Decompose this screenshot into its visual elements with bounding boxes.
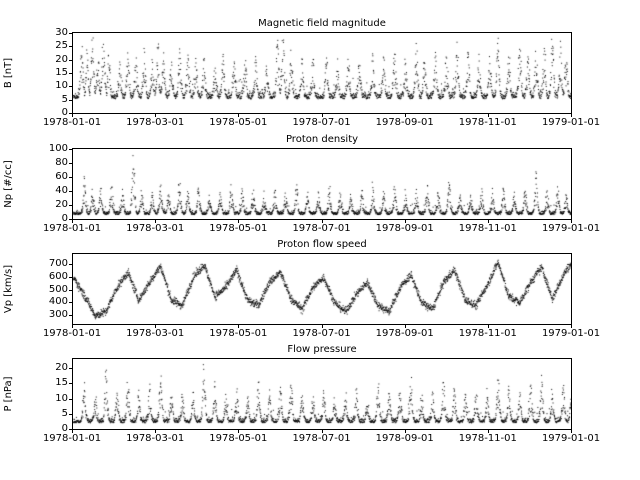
y-tick-label: 300 — [48, 309, 68, 321]
x-tick-mark — [488, 114, 489, 117]
x-tick-label: 1978-11-01 — [458, 223, 517, 234]
x-tick-mark — [238, 325, 239, 328]
y-tick-mark — [69, 205, 72, 206]
x-tick-label: 1978-09-01 — [375, 117, 434, 128]
x-tick-label: 1978-11-01 — [458, 433, 517, 444]
y-tick-mark — [69, 277, 72, 278]
x-tick-mark — [405, 325, 406, 328]
y-axis-label-2: Vp [km/s] — [3, 264, 14, 314]
x-tick-label: 1979-01-01 — [541, 328, 601, 339]
x-tick-mark — [488, 220, 489, 223]
y-tick-mark — [69, 100, 72, 101]
data-points-0 — [73, 33, 571, 113]
x-tick-label: 1978-05-01 — [209, 433, 268, 444]
y-tick-mark — [69, 302, 72, 303]
y-tick-label: 600 — [48, 270, 68, 282]
y-tick-mark — [69, 368, 72, 369]
x-tick-mark — [72, 325, 73, 328]
panel-title-0: Magnetic field magnitude — [258, 18, 386, 29]
y-tick-label: 500 — [48, 283, 68, 295]
x-tick-label: 1978-07-01 — [292, 328, 351, 339]
x-tick-mark — [72, 430, 73, 433]
y-tick-label: 0 — [61, 213, 68, 224]
y-tick-mark — [69, 86, 72, 87]
x-tick-mark — [72, 220, 73, 223]
data-points-3 — [73, 359, 571, 429]
y-tick-mark — [69, 264, 72, 265]
y-tick-label: 60 — [55, 171, 68, 182]
x-tick-mark — [405, 114, 406, 117]
y-tick-label: 20 — [55, 53, 68, 65]
y-tick-mark — [69, 399, 72, 400]
x-tick-mark — [155, 325, 156, 328]
x-tick-mark — [238, 430, 239, 433]
x-tick-mark — [322, 430, 323, 433]
x-tick-mark — [488, 430, 489, 433]
x-tick-label: 1978-11-01 — [458, 328, 517, 339]
y-tick-mark — [69, 177, 72, 178]
y-tick-mark — [69, 315, 72, 316]
y-axis-label-0: B [nT] — [3, 57, 14, 89]
plot-area-1 — [72, 148, 572, 220]
x-tick-label: 1979-01-01 — [541, 433, 601, 444]
panel-title-2: Proton flow speed — [277, 239, 367, 250]
x-tick-label: 1978-05-01 — [209, 328, 268, 339]
x-tick-mark — [571, 325, 572, 328]
x-tick-label: 1978-01-01 — [42, 433, 102, 444]
y-tick-mark — [69, 33, 72, 34]
x-tick-label: 1978-03-01 — [126, 433, 185, 444]
panel-title-1: Proton density — [285, 134, 359, 145]
x-tick-mark — [72, 114, 73, 117]
x-tick-mark — [322, 114, 323, 117]
x-tick-mark — [571, 430, 572, 433]
y-tick-mark — [69, 73, 72, 74]
x-tick-label: 1978-01-01 — [42, 117, 102, 128]
y-tick-label: 100 — [48, 143, 68, 154]
y-tick-mark — [69, 290, 72, 291]
y-tick-label: 10 — [55, 80, 68, 92]
y-tick-label: 40 — [55, 185, 68, 196]
data-points-2 — [73, 254, 571, 324]
x-tick-mark — [488, 325, 489, 328]
x-tick-mark — [405, 430, 406, 433]
plot-area-2 — [72, 253, 572, 325]
x-tick-mark — [238, 220, 239, 223]
y-tick-label: 5 — [61, 407, 68, 419]
y-tick-label: 15 — [55, 67, 68, 78]
y-tick-label: 0 — [61, 423, 68, 434]
x-tick-mark — [405, 220, 406, 223]
y-tick-label: 20 — [55, 199, 68, 210]
x-tick-mark — [571, 114, 572, 117]
x-tick-label: 1978-09-01 — [375, 328, 434, 339]
x-tick-label: 1978-01-01 — [42, 328, 102, 339]
x-tick-label: 1978-05-01 — [209, 117, 268, 128]
y-tick-label: 10 — [55, 392, 68, 404]
y-tick-mark — [69, 163, 72, 164]
x-tick-label: 1978-03-01 — [126, 223, 185, 234]
y-tick-mark — [69, 383, 72, 384]
y-tick-label: 20 — [55, 362, 68, 374]
y-tick-label: 25 — [55, 40, 68, 52]
x-tick-label: 1978-09-01 — [375, 433, 434, 444]
y-tick-label: 30 — [55, 27, 68, 38]
x-tick-mark — [322, 220, 323, 223]
plot-area-3 — [72, 358, 572, 430]
y-tick-label: 400 — [48, 296, 68, 308]
x-tick-mark — [238, 114, 239, 117]
panel-title-3: Flow pressure — [287, 344, 357, 355]
x-tick-label: 1978-03-01 — [126, 328, 185, 339]
x-tick-label: 1978-09-01 — [375, 223, 434, 234]
x-tick-mark — [155, 114, 156, 117]
x-tick-mark — [155, 430, 156, 433]
x-tick-label: 1978-07-01 — [292, 433, 351, 444]
y-tick-mark — [69, 60, 72, 61]
x-tick-label: 1979-01-01 — [541, 223, 601, 234]
y-tick-label: 15 — [55, 377, 68, 389]
x-tick-mark — [571, 220, 572, 223]
y-tick-mark — [69, 414, 72, 415]
y-tick-label: 80 — [55, 157, 68, 168]
y-tick-label: 700 — [48, 258, 68, 270]
y-tick-mark — [69, 46, 72, 47]
x-tick-label: 1978-01-01 — [42, 223, 102, 234]
y-tick-mark — [69, 149, 72, 150]
x-tick-label: 1978-11-01 — [458, 117, 517, 128]
y-axis-label-3: P [nPa] — [3, 376, 14, 412]
x-tick-mark — [155, 220, 156, 223]
y-tick-mark — [69, 191, 72, 192]
x-tick-label: 1978-03-01 — [126, 117, 185, 128]
x-tick-label: 1979-01-01 — [541, 117, 601, 128]
x-tick-mark — [322, 325, 323, 328]
y-axis-label-1: Np [#/cc] — [3, 160, 14, 208]
data-points-1 — [73, 149, 571, 219]
x-tick-label: 1978-07-01 — [292, 223, 351, 234]
y-tick-label: 0 — [61, 107, 68, 118]
plot-area-0 — [72, 32, 572, 114]
x-tick-label: 1978-07-01 — [292, 117, 351, 128]
x-tick-label: 1978-05-01 — [209, 223, 268, 234]
y-tick-label: 5 — [61, 93, 68, 105]
